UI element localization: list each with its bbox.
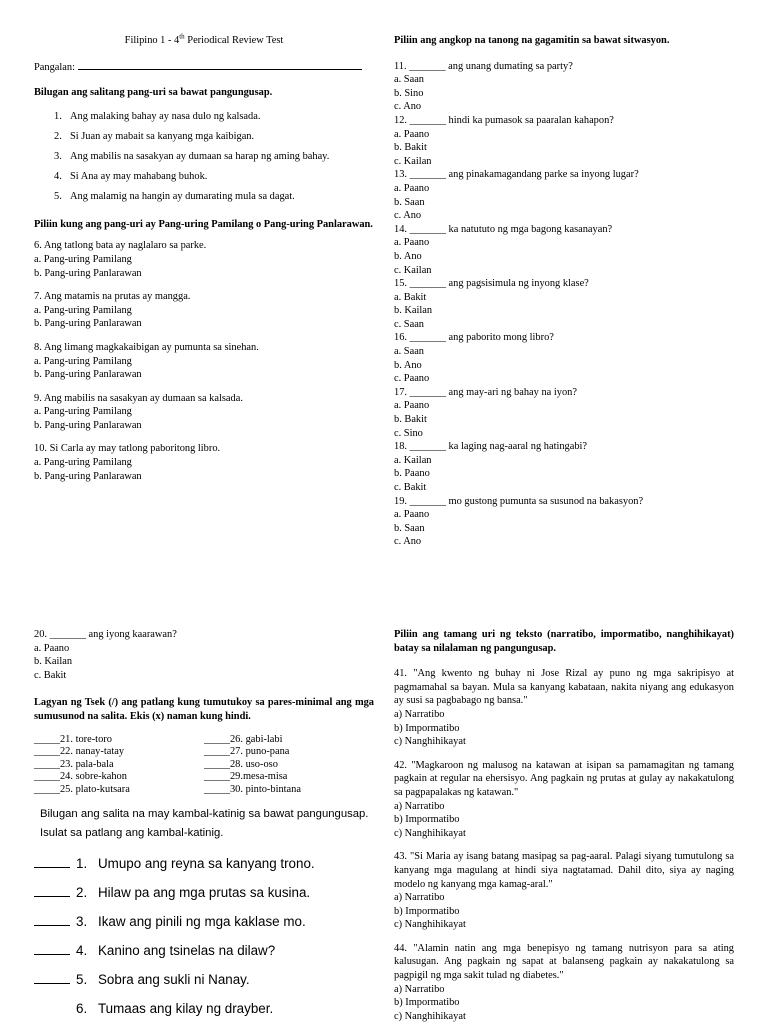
question-item: 16. _______ ang paborito mong libro? a. Saan b. Ano c. Paano bbox=[394, 331, 734, 385]
question-item: 9. Ang mabilis na sasakyan ay dumaan sa kalsada. a. Pang-uring Pamilang b. Pang-uring Panlarawan bbox=[34, 392, 374, 433]
answer-blank[interactable] bbox=[34, 914, 70, 926]
option-a[interactable]: a. Pang-uring Pamilang bbox=[34, 253, 132, 265]
option-a[interactable]: a. Pang-uring Pamilang bbox=[34, 304, 132, 316]
option-a[interactable]: a) Narratibo bbox=[394, 983, 445, 995]
option-c[interactable]: c. Kailan bbox=[394, 264, 432, 276]
option-a[interactable]: a. Paano bbox=[394, 128, 430, 140]
option-b[interactable]: b) Impormatibo bbox=[394, 814, 460, 826]
part3-list bbox=[394, 60, 734, 549]
part5-instruction: Bilugan ang salita na may kambal-katinig sa bawat pangungusap. Isulat sa patlang ang kambal-katinig. bbox=[40, 807, 369, 839]
question-item: 12. _______ hindi ka pumasok sa paaralan kahapon? a. Paano b. Bakit c. Kailan bbox=[394, 114, 734, 168]
option-a[interactable]: a. Paano bbox=[394, 400, 430, 412]
option-c[interactable]: c. Sino bbox=[394, 427, 423, 439]
option-b[interactable]: b. Ano bbox=[394, 359, 422, 371]
option-b[interactable]: b. Paano bbox=[394, 468, 430, 480]
list-item: 5. Sobra ang sukli ni Nanay. bbox=[34, 972, 374, 988]
option-a[interactable]: a. Pang-uring Pamilang bbox=[34, 457, 132, 469]
question-item: 8. Ang limang magkakaibigan ay pumunta sa sinehan. a. Pang-uring Pamilang b. Pang-uring Panlarawan bbox=[34, 341, 374, 382]
list-item: 3. Ang mabilis na sasakyan ay dumaan sa harap ng aming bahay. bbox=[54, 150, 330, 162]
name-blank[interactable] bbox=[78, 60, 362, 70]
part2-list bbox=[34, 239, 374, 483]
list-item[interactable]: _____30. pinto-bintana bbox=[204, 783, 301, 795]
question-item: 18. _______ ka laging nag-aaral ng hatingabi? a. Kailan b. Paano c. Bakit bbox=[394, 440, 734, 494]
option-c[interactable]: c. Paano bbox=[394, 373, 430, 385]
option-c[interactable]: c. Ano bbox=[394, 210, 422, 222]
answer-blank[interactable] bbox=[34, 943, 70, 955]
question-item: 19. _______ mo gustong pumunta sa susunod na bakasyon? a. Paano b. Saan c. Ano bbox=[394, 495, 734, 549]
option-c[interactable]: c) Nanghihikayat bbox=[394, 827, 466, 839]
option-a[interactable]: a. Paano bbox=[394, 237, 430, 249]
page-title bbox=[34, 34, 374, 48]
option-a[interactable]: a. Paano bbox=[394, 182, 430, 194]
part1-instruction: Bilugan ang salitang pang-uri sa bawat pangungusap. bbox=[34, 87, 273, 99]
left-column-bottom bbox=[34, 628, 374, 1017]
option-b[interactable]: b) Impormatibo bbox=[394, 722, 460, 734]
option-b[interactable]: b. Pang-uring Panlarawan bbox=[34, 470, 142, 482]
option-c[interactable]: c) Nanghihikayat bbox=[394, 919, 466, 931]
list-item[interactable]: _____23. pala-bala bbox=[34, 758, 114, 770]
left-column-top bbox=[34, 34, 374, 483]
option-b[interactable]: b) Impormatibo bbox=[394, 997, 460, 1009]
part2-instruction: Piliin kung ang pang-uri ay Pang-uring Pamilang o Pang-uring Panlarawan. bbox=[34, 218, 373, 230]
list-item: 2. Hilaw pa ang mga prutas sa kusina. bbox=[34, 885, 374, 901]
question-item: 42. "Magkaroon ng malusog na katawan at isipan sa pamamagitan ng tamang pagkain at regular na ehersisyo. Ang pagkain ng prutas at gulay ay nakakatulong sa pagpapalakas ng katawan." a) Narratibo b) Impormatibo c) Nanghihikayat bbox=[394, 759, 734, 839]
question-item: 14. _______ ka natututo ng mga bagong kasanayan? a. Paano b. Ano c. Kailan bbox=[394, 223, 734, 277]
pairs-list bbox=[34, 734, 374, 797]
title-rest: Periodical Review Test bbox=[184, 35, 284, 46]
title-text: Filipino 1 - 4 bbox=[124, 35, 180, 46]
part5-list bbox=[34, 856, 374, 1017]
option-b[interactable]: b. Pang-uring Panlarawan bbox=[34, 267, 142, 279]
pairs-left bbox=[34, 734, 204, 797]
right-column-bottom bbox=[394, 628, 734, 1023]
option-a[interactable]: a. Bakit bbox=[394, 291, 427, 303]
answer-blank[interactable] bbox=[34, 1001, 70, 1012]
question-item: 20. _______ ang iyong kaarawan? a. Paano b. Kailan c. Bakit bbox=[34, 628, 374, 682]
option-b[interactable]: b. Kailan bbox=[394, 305, 433, 317]
option-c[interactable]: c. Bakit bbox=[34, 669, 67, 681]
option-c[interactable]: c. Saan bbox=[394, 318, 425, 330]
part1-list bbox=[34, 110, 374, 204]
option-c[interactable]: c. Bakit bbox=[394, 482, 427, 493]
option-c[interactable]: c) Nanghihikayat bbox=[394, 1010, 466, 1022]
option-a[interactable]: a. Saan bbox=[394, 346, 425, 358]
list-item[interactable]: _____21. tore-toro bbox=[34, 733, 112, 745]
list-item: 3. Ikaw ang pinili ng mga kaklase mo. bbox=[34, 914, 374, 930]
list-item: 1. Ang malaking bahay ay nasa dulo ng kalsada. bbox=[54, 110, 261, 122]
list-item[interactable]: _____28. uso-oso bbox=[204, 758, 278, 770]
question-item: 44. "Alamin natin ang mga benepisyo ng tamang nutrisyon para sa ating kalusugan. Ang pagkain ng sapat at balanseng pagkain ay nakakatulong sa pagpigil ng mga sakit tulad ng diabetes." a) Narratibo b) Impormatibo c) Nanghihikayat bbox=[394, 942, 734, 1022]
question-item: 15. _______ ang pagsisimula ng inyong klase? a. Bakit b. Kailan c. Saan bbox=[394, 277, 734, 331]
list-item: 1. Umupo ang reyna sa kanyang trono. bbox=[34, 856, 374, 872]
question-item: 6. Ang tatlong bata ay naglalaro sa parke. a. Pang-uring Pamilang b. Pang-uring Panlarawan bbox=[34, 239, 374, 280]
list-item: 2. Si Juan ay mabait sa kanyang mga kaibigan. bbox=[54, 130, 255, 142]
name-field-row bbox=[34, 60, 374, 75]
option-a[interactable]: a. Kailan bbox=[394, 454, 432, 466]
part6-list bbox=[394, 667, 734, 1023]
list-item: 6. Tumaas ang kilay ng drayber. bbox=[34, 1001, 374, 1017]
question-item: 10. Si Carla ay may tatlong paboritong libro. a. Pang-uring Pamilang b. Pang-uring Panlarawan bbox=[34, 442, 374, 483]
option-b[interactable]: b. Kailan bbox=[34, 656, 73, 668]
option-a[interactable]: a) Narratibo bbox=[394, 708, 445, 720]
option-b[interactable]: b. Bakit bbox=[394, 414, 427, 426]
list-item[interactable]: _____26. gabi-labi bbox=[204, 733, 283, 745]
option-a[interactable]: a. Paano bbox=[394, 509, 430, 521]
option-b[interactable]: b. Sino bbox=[394, 87, 424, 99]
question-item: 41. "Ang kwento ng buhay ni Jose Rizal ay puno ng mga sakripisyo at pagmamahal sa bayan. Mula sa kanyang kabataan, nakita niyang ang edukasyon ay susi sa pagbabago ng bansa." a) Narratibo b) Impormatibo c) Nanghihikayat bbox=[394, 668, 734, 748]
question-item: 11. _______ ang unang dumating sa party? a. Saan b. Sino c. Ano bbox=[394, 60, 734, 114]
list-item[interactable]: _____25. plato-kutsara bbox=[34, 783, 130, 795]
option-c[interactable]: c. Ano bbox=[394, 536, 422, 548]
list-item[interactable]: _____24. sobre-kahon bbox=[34, 771, 127, 783]
list-item: 4. Kanino ang tsinelas na dilaw? bbox=[34, 943, 374, 959]
part3-instruction: Piliin ang angkop na tanong na gagamitin sa bawat sitwasyon. bbox=[394, 35, 670, 46]
option-b[interactable]: b. Saan bbox=[394, 196, 425, 208]
option-b[interactable]: b. Pang-uring Panlarawan bbox=[34, 318, 142, 330]
list-item[interactable]: _____27. puno-pana bbox=[204, 746, 290, 758]
answer-blank[interactable] bbox=[34, 972, 70, 984]
option-c[interactable]: c) Nanghihikayat bbox=[394, 736, 466, 748]
option-b[interactable]: b. Pang-uring Panlarawan bbox=[34, 419, 142, 431]
option-a[interactable]: a) Narratibo bbox=[394, 892, 445, 904]
option-b[interactable]: b. Saan bbox=[394, 522, 425, 534]
part4-instruction: Lagyan ng Tsek (/) ang patlang kung tumutukoy sa pares-minimal ang mga sumusunod na salita. Ekis (x) naman kung hindi. bbox=[34, 697, 374, 722]
option-b[interactable]: b. Pang-uring Panlarawan bbox=[34, 369, 142, 381]
question-item: 17. _______ ang may-ari ng bahay na iyon? a. Paano b. Bakit c. Sino bbox=[394, 386, 734, 440]
list-item: 4. Si Ana ay may mahabang buhok. bbox=[54, 171, 208, 183]
pairs-right bbox=[204, 734, 374, 797]
part6-instruction: Piliin ang tamang uri ng teksto (narratibo, impormatibo, nanghihikayat) batay sa nilalaman ng pangungusap. bbox=[394, 629, 734, 654]
option-b[interactable]: b. Bakit bbox=[394, 142, 427, 154]
option-a[interactable]: a. Pang-uring Pamilang bbox=[34, 406, 132, 418]
right-column-top bbox=[394, 34, 734, 549]
answer-blank[interactable] bbox=[34, 885, 70, 897]
question-item: 43. "Si Maria ay isang batang masipag sa pag-aaral. Palagi siyang tumutulong sa kanyang mga magulang at hindi siya nagtatamad. Dahil dito, siya ay naging modelo ng kanyang mga kamag-aral." a) Narratibo b) Impormatibo c) Nanghihikayat bbox=[394, 851, 734, 931]
option-c[interactable]: c. Kailan bbox=[394, 155, 432, 167]
option-a[interactable]: a. Paano bbox=[34, 642, 70, 654]
name-label: Pangalan: bbox=[34, 61, 75, 73]
option-a[interactable]: a. Saan bbox=[394, 74, 425, 86]
answer-blank[interactable] bbox=[34, 856, 70, 868]
option-b[interactable]: b. Ano bbox=[394, 250, 422, 262]
option-a[interactable]: a. Pang-uring Pamilang bbox=[34, 355, 132, 367]
title-sup: th bbox=[179, 32, 185, 41]
list-item[interactable]: _____22. nanay-tatay bbox=[34, 746, 125, 758]
question-item: 13. _______ ang pinakamagandang parke sa inyong lugar? a. Paano b. Saan c. Ano bbox=[394, 168, 734, 222]
list-item: 5. Ang malamig na hangin ay dumarating mula sa dagat. bbox=[54, 191, 295, 203]
option-a[interactable]: a) Narratibo bbox=[394, 800, 445, 812]
list-item[interactable]: _____29.mesa-misa bbox=[204, 771, 288, 783]
question-item: 7. Ang matamis na prutas ay mangga. a. Pang-uring Pamilang b. Pang-uring Panlarawan bbox=[34, 290, 374, 331]
option-b[interactable]: b) Impormatibo bbox=[394, 905, 460, 917]
option-c[interactable]: c. Ano bbox=[394, 101, 422, 113]
